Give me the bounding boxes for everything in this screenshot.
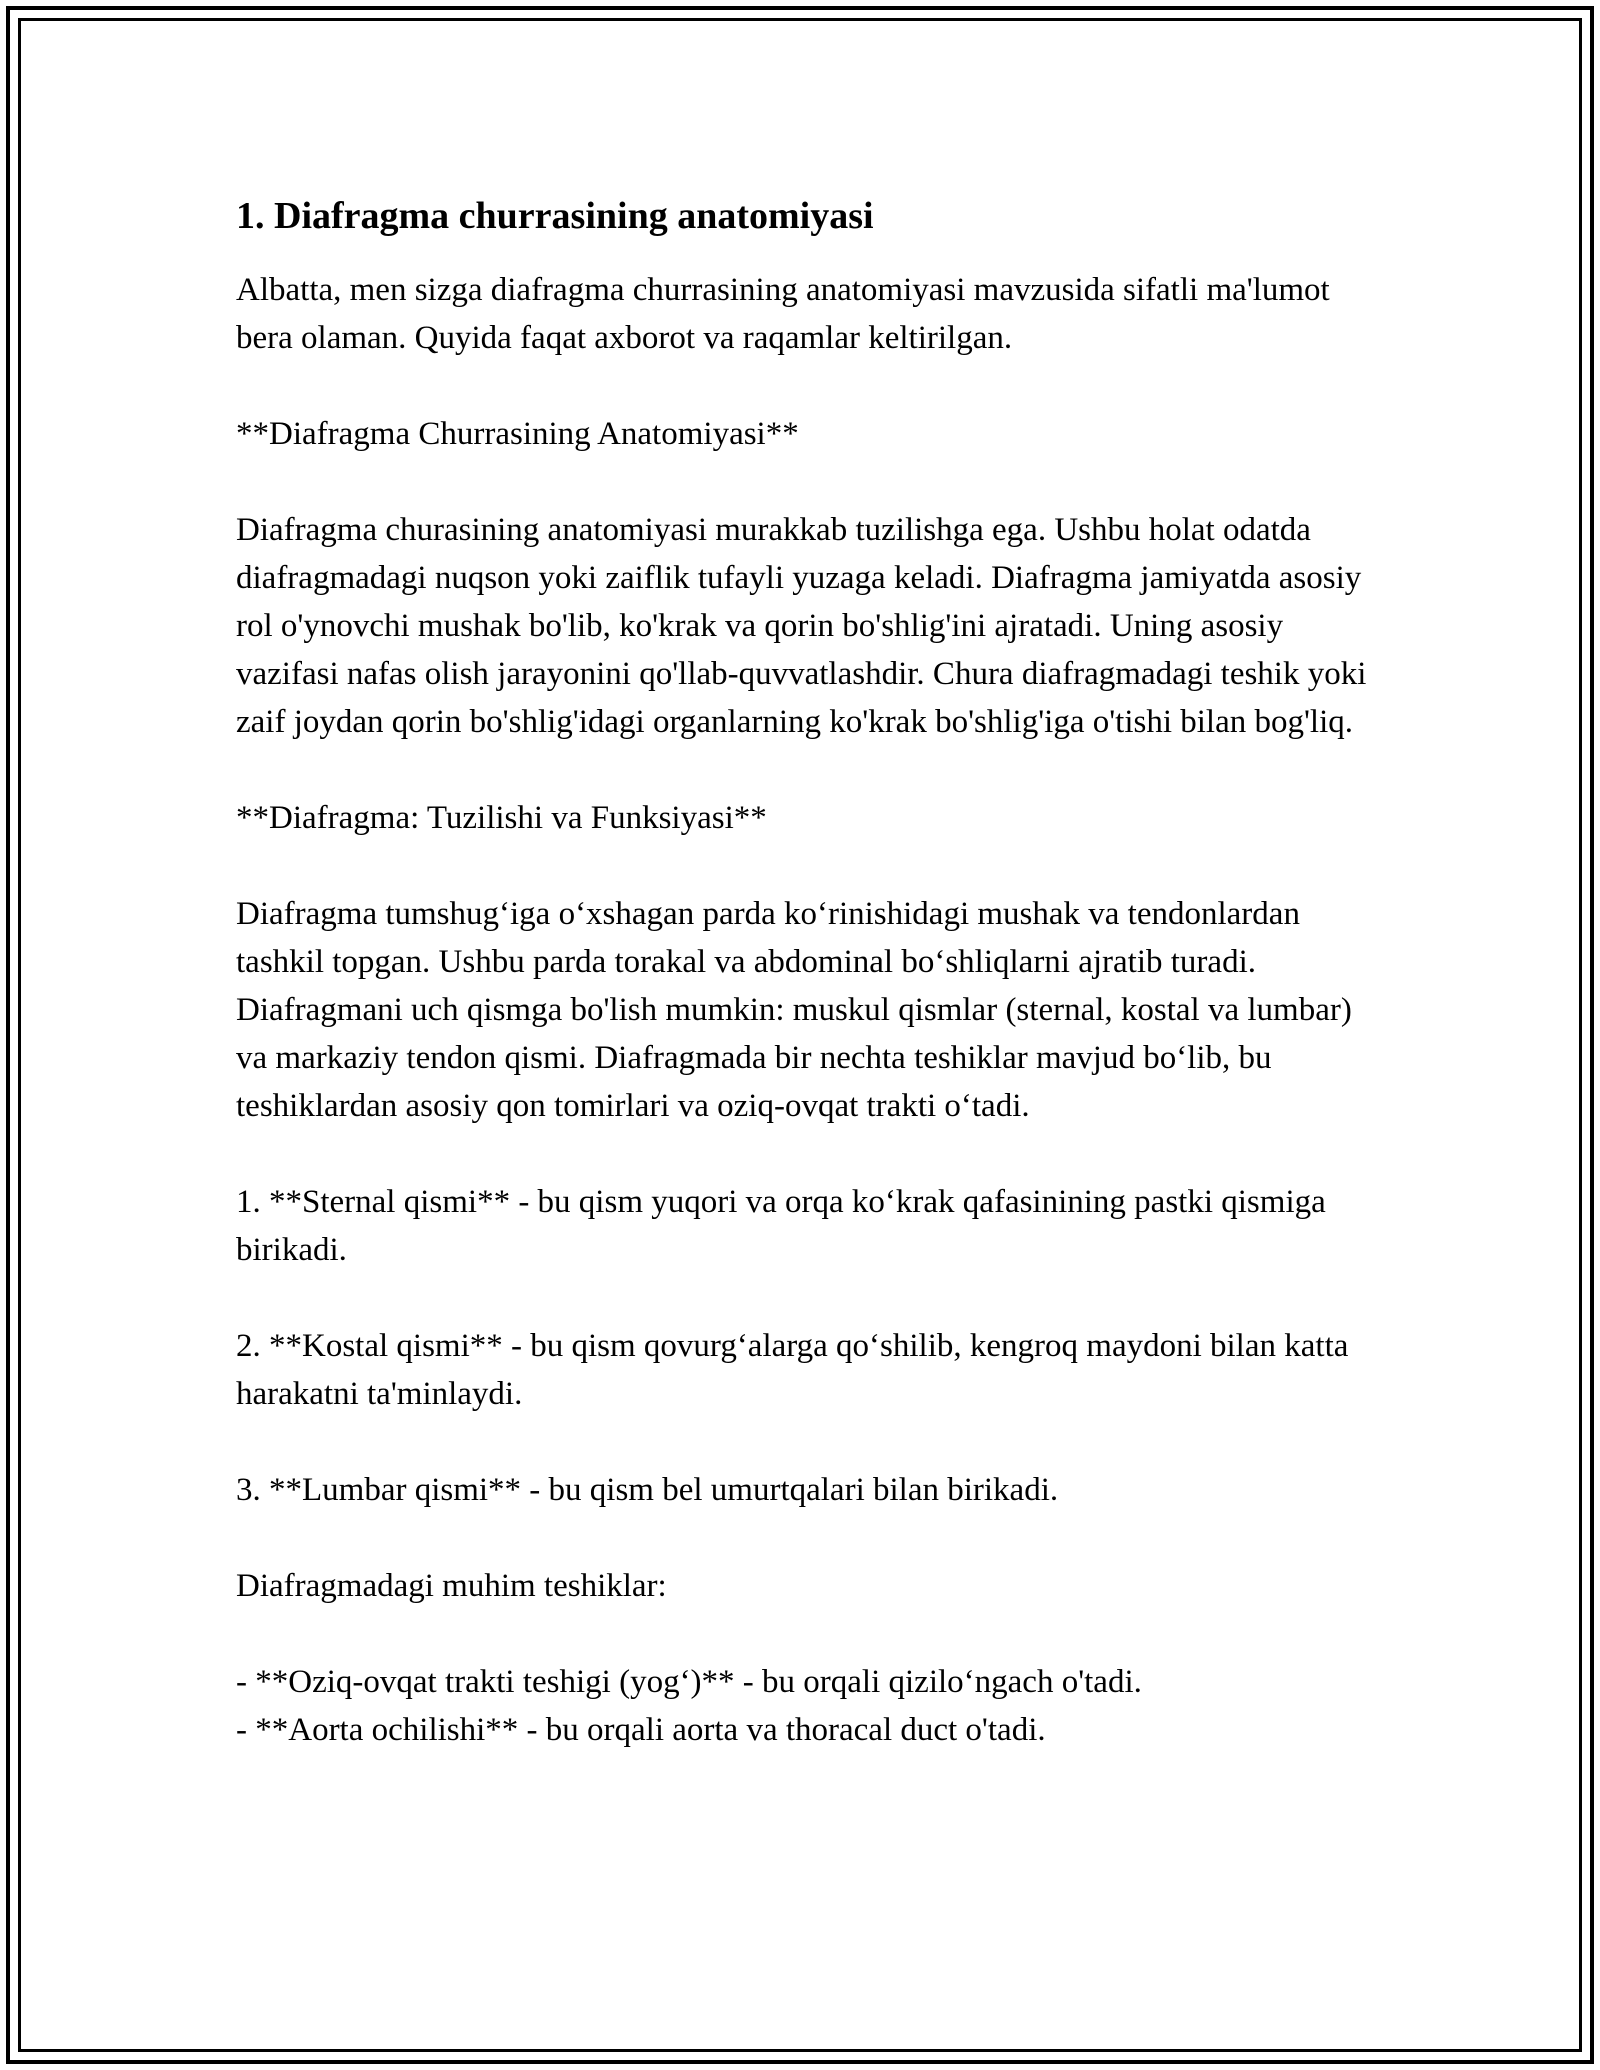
bullet-item-esophageal: - **Oziq-ovqat trakti teshigi (yog‘)** - bu orqali qizilo‘ngach o'tadi.	[236, 1664, 1142, 1700]
list-item-kostal: 2. **Kostal qismi** - bu qism qovurg‘alarga qo‘shilib, kengroq maydoni bilan katta harakatni ta'minlaydi.	[236, 1328, 1349, 1412]
document-body	[236, 186, 1376, 1754]
spacer	[236, 362, 1376, 410]
spacer	[236, 246, 1376, 266]
spacer	[236, 1418, 1376, 1466]
intro-paragraph: Albatta, men sizga diafragma churrasining anatomiyasi mavzusida sifatli ma'lumot bera olaman. Quyida faqat axborot va raqamlar keltirilgan.	[236, 272, 1330, 356]
structure-paragraph: Diafragma tumshug‘iga o‘xshagan parda ko‘rinishidagi mushak va tendonlardan tashkil topgan. Ushbu parda torakal va abdominal bo‘shliqlarni ajratib turadi. Diafragmani uch qismga bo'lish mumkin: muskul qismlar (sternal, kostal va lumbar) va markaziy tendon qismi. Diafragmada bir nechta teshiklar mavjud bo‘lib, bu teshiklardan asosiy qon tomirlari va oziq-ovqat trakti o‘tadi.	[236, 896, 1352, 1124]
spacer	[236, 458, 1376, 506]
spacer	[236, 1274, 1376, 1322]
spacer	[236, 746, 1376, 794]
document-title: 1. Diafragma churrasining anatomiyasi	[236, 195, 874, 237]
list-item-lumbar: 3. **Lumbar qismi** - bu qism bel umurtqalari bilan birikadi.	[236, 1472, 1059, 1508]
section-heading-anatomy: **Diafragma Churrasining Anatomiyasi**	[236, 416, 799, 452]
section-heading-structure: **Diafragma: Tuzilishi va Funksiyasi**	[236, 800, 767, 836]
anatomy-paragraph: Diafragma churasining anatomiyasi murakkab tuzilishga ega. Ushbu holat odatda diafragmadagi nuqson yoki zaiflik tufayli yuzaga keladi. Diafragma jamiyatda asosiy rol o'ynovchi mushak bo'lib, ko'krak va qorin bo'shlig'ini ajratadi. Uning asosiy vazifasi nafas olish jarayonini qo'llab-quvvatlashdir. Chura diafragmadagi teshik yoki zaif joydan qorin bo'shlig'idagi organlarning ko'krak bo'shlig'iga o'tishi bilan bog'liq.	[236, 512, 1367, 740]
spacer	[236, 1610, 1376, 1658]
bullet-item-aortic: - **Aorta ochilishi** - bu orqali aorta va thoracal duct o'tadi.	[236, 1712, 1046, 1748]
spacer	[236, 1130, 1376, 1178]
openings-heading: Diafragmadagi muhim teshiklar:	[236, 1568, 667, 1604]
spacer	[236, 842, 1376, 890]
spacer	[236, 1514, 1376, 1562]
list-item-sternal: 1. **Sternal qismi** - bu qism yuqori va orqa ko‘krak qafasinining pastki qismiga birikadi.	[236, 1184, 1326, 1268]
